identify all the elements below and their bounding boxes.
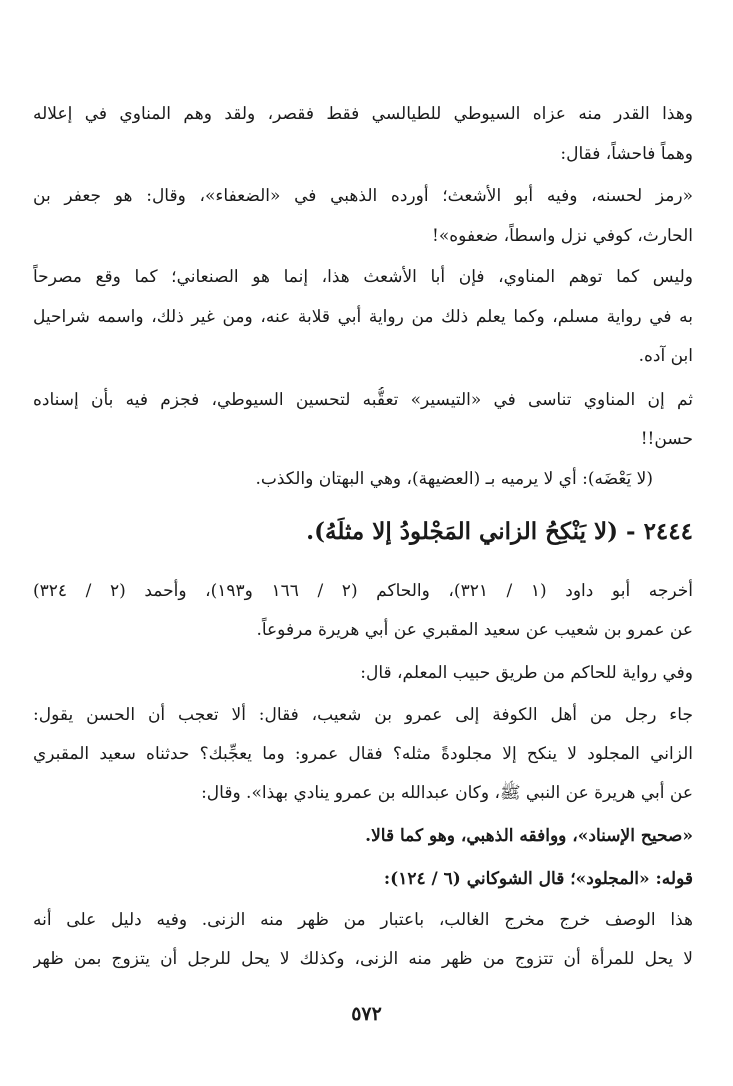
page-number: ٥٧٢ — [351, 1003, 382, 1025]
text-line: «صحيح الإسناد»، ووافقه الذهبي، وهو كما قالا. — [365, 826, 693, 846]
text-line: قوله: «المجلود»؛ قال الشوكاني (٦ / ١٢٤): — [383, 869, 693, 889]
text-line: هذا الوصف خرج مخرج الغالب، باعتبار من ظهر منه الزنى. وفيه دليل على أنه — [33, 910, 693, 930]
text-line: ثم إن المناوي تناسى في «التيسير» تعقُّبه لتحسين السيوطي، فجزم فيه بأن إسناده — [33, 390, 693, 410]
text-line: وفي رواية للحاكم من طريق حبيب المعلم، قال: — [360, 663, 693, 683]
text-line: الزاني المجلود لا ينكح إلا مجلودةً مثله؟ فقال عمرو: وما يعجِّبك؟ حدثناه سعيد المقبري — [33, 744, 693, 764]
text-line: وهماً فاحشاً، فقال: — [560, 144, 693, 164]
text-line: الحارث، كوفي نزل واسطاً، ضعفوه»! — [432, 226, 693, 246]
text-line: جاء رجل من أهل الكوفة إلى عمرو بن شعيب، فقال: ألا تعجب أن الحسن يقول: — [33, 705, 693, 725]
text-line: به في رواية مسلم، وكما يعلم ذلك من رواية أبي قلابة عنه، ومن غير ذلك، واسمه شراحيل — [33, 307, 693, 327]
text-line: عن عمرو بن شعيب عن سعيد المقبري عن أبي هريرة مرفوعاً. — [256, 620, 693, 640]
text-line: (لا يَعْضَه): أي لا يرميه بـ (العضيهة)، وهي البهتان والكذب. — [255, 469, 653, 489]
hadith-heading: ٢٤٤٤ - (لا يَنْكِحُ الزاني المَجْلودُ إلا مثلَهُ). — [306, 518, 693, 545]
text-line: حسن!! — [640, 429, 693, 449]
text-line: وليس كما توهم المناوي، فإن أبا الأشعث هذا، إنما هو الصنعاني؛ كما وقع مصرحاً — [33, 267, 693, 287]
text-line: ابن آده. — [638, 346, 693, 366]
text-line: وهذا القدر منه عزاه السيوطي للطيالسي فقط فقصر، ولقد وهم المناوي في إعلاله — [33, 104, 693, 124]
text-line: أخرجه أبو داود (١ / ٣٢١)، والحاكم (٢ / ١٦٦ و١٩٣)، وأحمد (٢ / ٣٢٤) — [33, 581, 693, 601]
text-line: لا يحل للمرأة أن تتزوج من ظهر منه الزنى، وكذلك لا يحل للرجل أن يتزوج بمن ظهر — [33, 949, 693, 969]
text-line: عن أبي هريرة عن النبي ﷺ، وكان عبدالله بن عمرو ينادي بهذا». وقال: — [201, 783, 693, 803]
text-line: «رمز لحسنه، وفيه أبو الأشعث؛ أورده الذهبي في «الضعفاء»، وقال: هو جعفر بن — [33, 186, 693, 206]
